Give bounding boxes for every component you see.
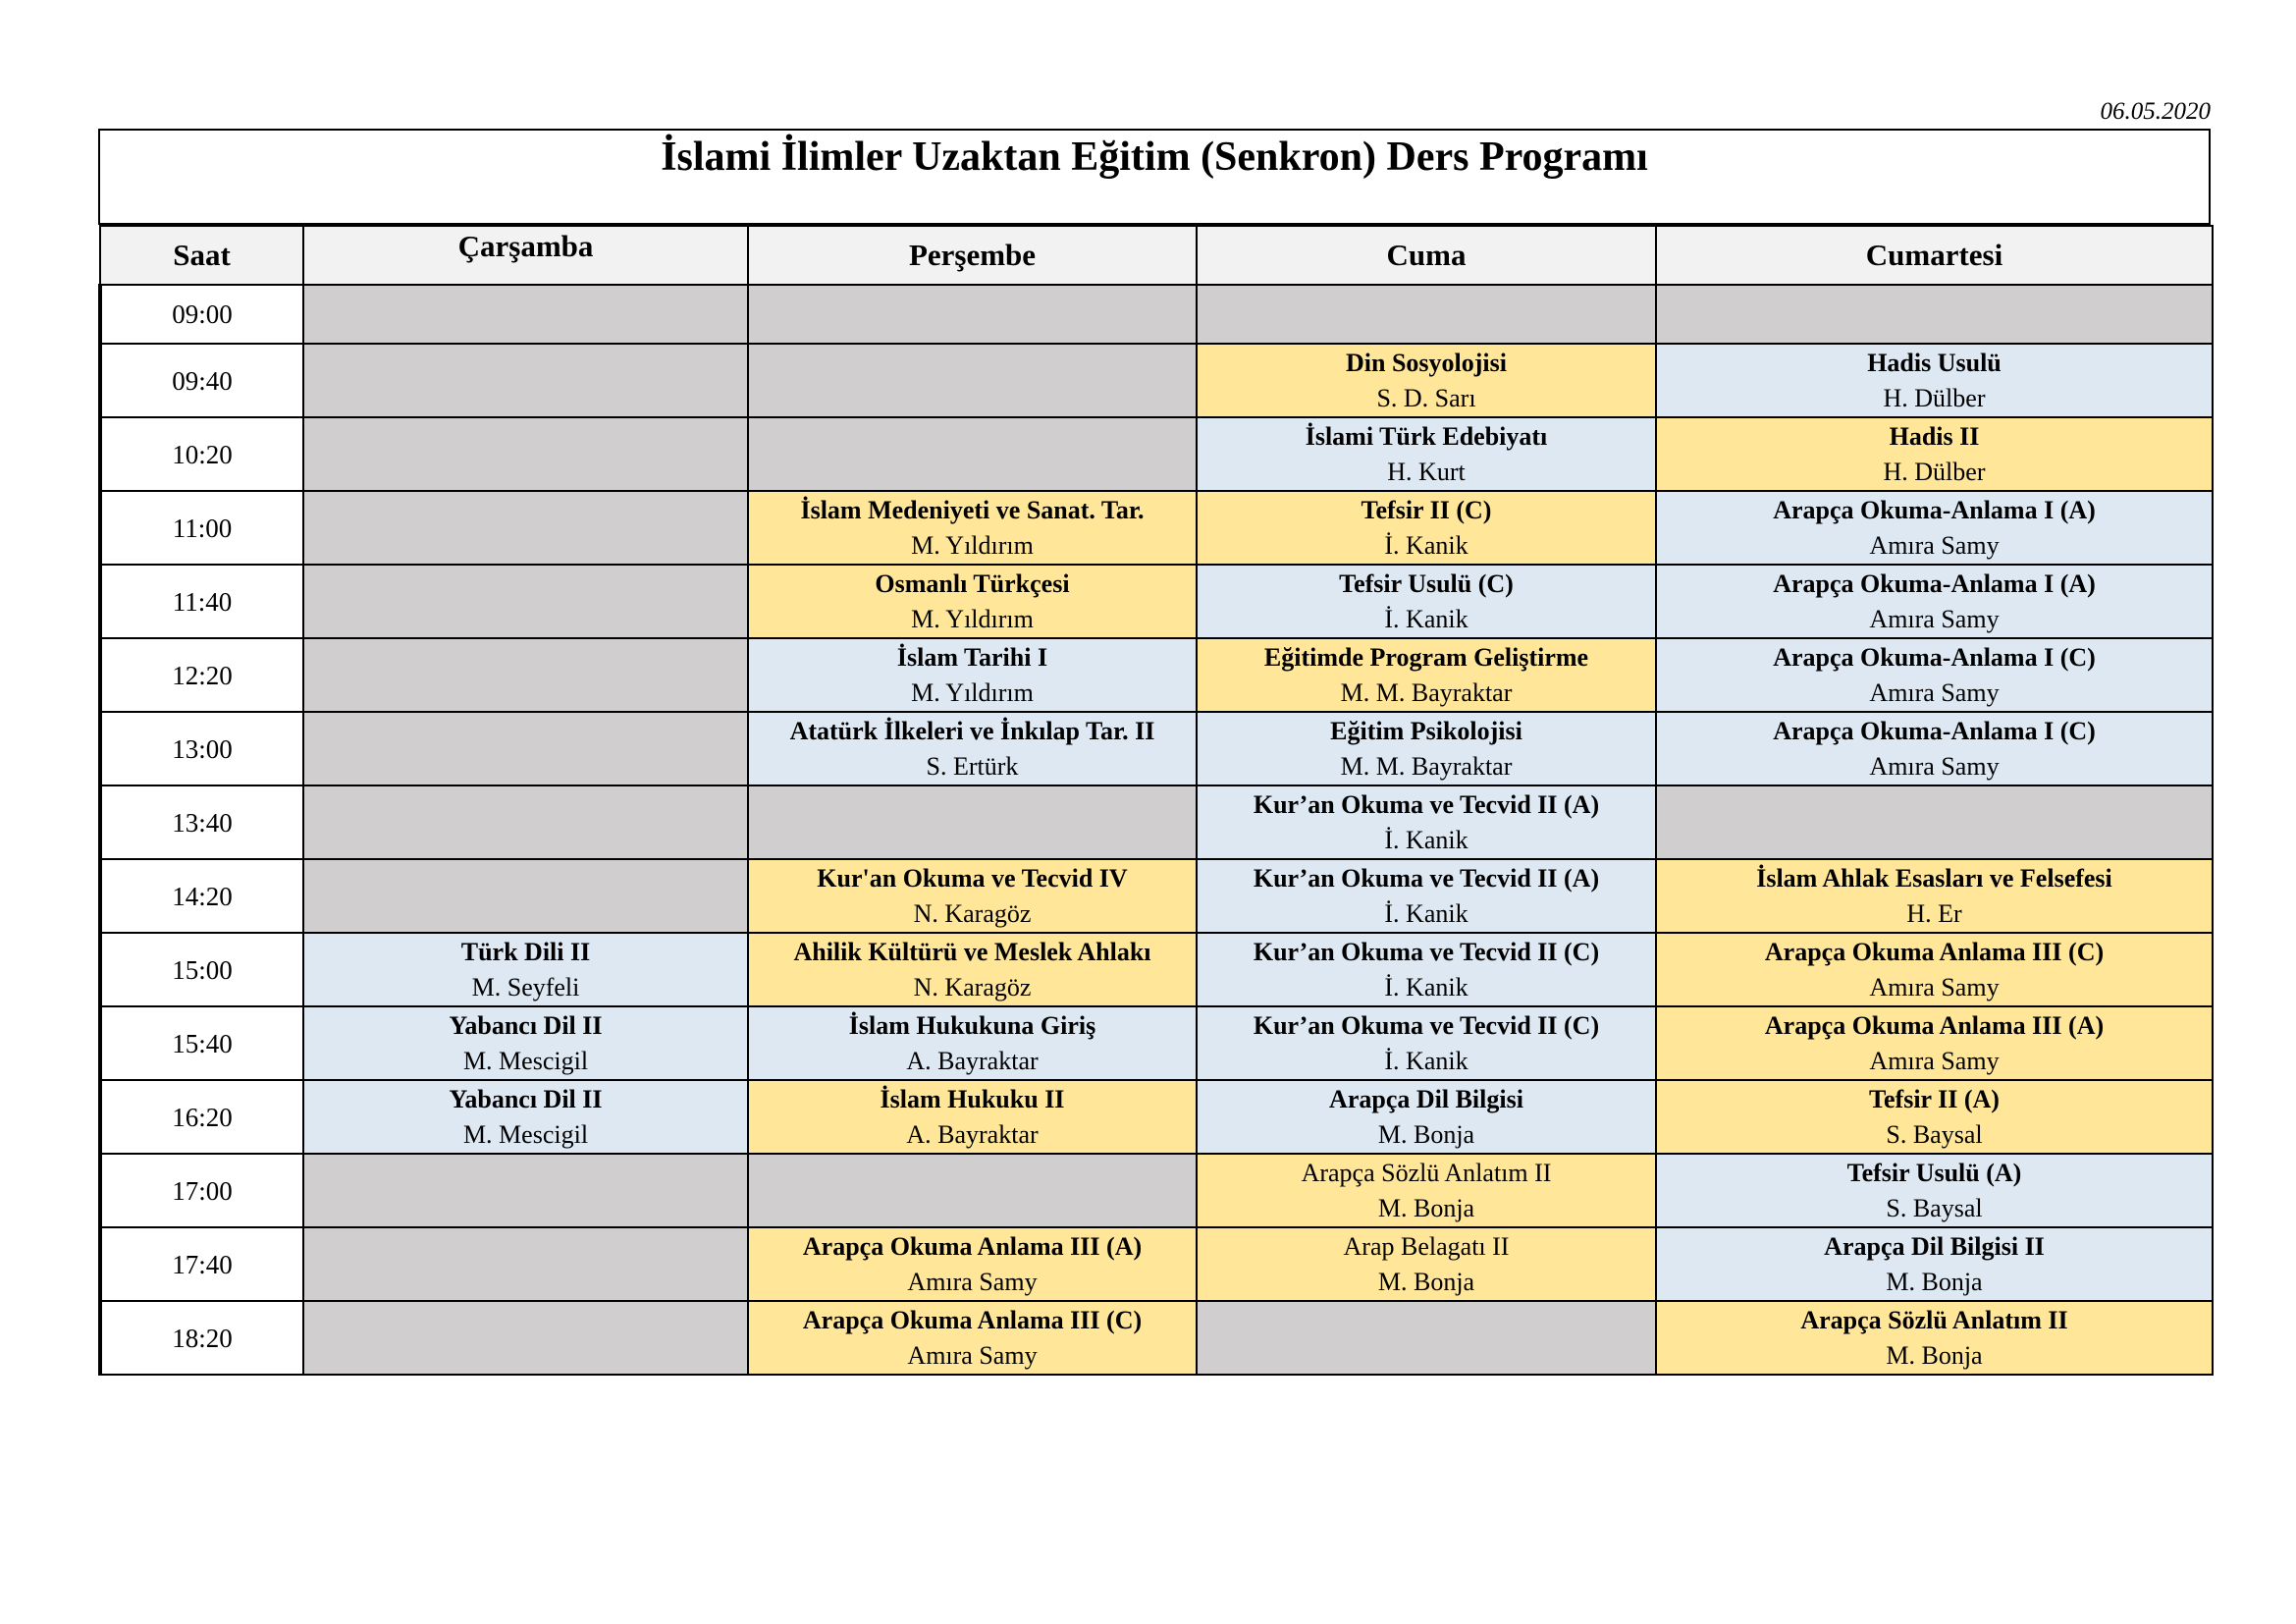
course-cell-cuma bbox=[1197, 1080, 1656, 1154]
course-name: İslam Hukukuna Giriş bbox=[848, 1010, 1096, 1040]
empty-slot-carsamba bbox=[303, 1227, 748, 1301]
course-cell-cumartesi bbox=[1656, 1006, 2213, 1080]
course-name: Kur’an Okuma ve Tecvid II (A) bbox=[1253, 789, 1600, 819]
course-name: Atatürk İlkeleri ve İnkılap Tar. II bbox=[789, 716, 1155, 745]
course-cell-persembe bbox=[748, 1080, 1197, 1154]
time-cell: 11:00 bbox=[100, 491, 303, 565]
header-day-carsamba: Çarşamba bbox=[303, 226, 748, 285]
course-name: Arapça Okuma Anlama III (C) bbox=[1764, 937, 2105, 966]
course-name: Arapça Dil Bilgisi II bbox=[1824, 1231, 2045, 1261]
teacher-name: S. D. Sarı bbox=[1376, 383, 1476, 412]
course-cell-persembe bbox=[748, 712, 1197, 785]
header-day-cumartesi: Cumartesi bbox=[1656, 226, 2213, 285]
course-name: Kur'an Okuma ve Tecvid IV bbox=[817, 863, 1128, 893]
teacher-name: M. Bonja bbox=[1886, 1340, 1983, 1370]
teacher-name: Amıra Samy bbox=[1869, 751, 2000, 781]
course-name: Arapça Dil Bilgisi bbox=[1329, 1084, 1523, 1113]
table-row bbox=[100, 565, 2213, 638]
course-name: Arapça Sözlü Anlatım II bbox=[1800, 1305, 2068, 1334]
course-name: Arapça Okuma Anlama III (A) bbox=[802, 1231, 1143, 1261]
schedule-sheet bbox=[98, 129, 2211, 1376]
empty-slot-cumartesi bbox=[1656, 285, 2213, 344]
course-name: Kur’an Okuma ve Tecvid II (C) bbox=[1253, 1010, 1600, 1040]
time-cell: 15:40 bbox=[100, 1006, 303, 1080]
course-name: Arapça Okuma-Anlama I (A) bbox=[1773, 495, 2096, 524]
table-row bbox=[100, 491, 2213, 565]
course-name: Tefsir Usulü (A) bbox=[1846, 1158, 2022, 1187]
course-name: İslam Hukuku II bbox=[880, 1084, 1065, 1113]
course-cell-persembe bbox=[748, 859, 1197, 933]
course-name: Arapça Okuma Anlama III (C) bbox=[802, 1305, 1143, 1334]
table-row bbox=[100, 1154, 2213, 1227]
teacher-name: S. Baysal bbox=[1886, 1193, 1983, 1222]
teacher-name: M. Yıldırım bbox=[911, 604, 1034, 633]
teacher-name: İ. Kanik bbox=[1384, 1046, 1468, 1075]
course-cell-carsamba bbox=[303, 933, 748, 1006]
course-cell-persembe bbox=[748, 933, 1197, 1006]
empty-slot-persembe bbox=[748, 417, 1197, 491]
table-row bbox=[100, 1006, 2213, 1080]
course-cell-persembe bbox=[748, 1227, 1197, 1301]
teacher-name: N. Karagöz bbox=[913, 972, 1032, 1001]
course-cell-carsamba bbox=[303, 1006, 748, 1080]
time-cell: 09:00 bbox=[100, 285, 303, 344]
course-cell-cuma bbox=[1197, 638, 1656, 712]
empty-slot-persembe bbox=[748, 1154, 1197, 1227]
table-row bbox=[100, 712, 2213, 785]
teacher-name: Amıra Samy bbox=[1869, 604, 2000, 633]
empty-slot-persembe bbox=[748, 285, 1197, 344]
course-cell-cumartesi bbox=[1656, 1080, 2213, 1154]
course-cell-cumartesi bbox=[1656, 933, 2213, 1006]
time-cell: 16:20 bbox=[100, 1080, 303, 1154]
course-name: Hadis Usulü bbox=[1867, 348, 2002, 377]
course-cell-carsamba bbox=[303, 1080, 748, 1154]
course-cell-cuma bbox=[1197, 1006, 1656, 1080]
empty-slot-cuma bbox=[1197, 285, 1656, 344]
time-cell: 13:00 bbox=[100, 712, 303, 785]
course-name: Tefsir II (A) bbox=[1869, 1084, 2000, 1113]
course-cell-persembe bbox=[748, 491, 1197, 565]
course-cell-cuma bbox=[1197, 785, 1656, 859]
course-name: Arapça Sözlü Anlatım II bbox=[1301, 1158, 1552, 1187]
course-cell-persembe bbox=[748, 1301, 1197, 1375]
teacher-name: M. Bonja bbox=[1377, 1193, 1475, 1222]
teacher-name: Amıra Samy bbox=[1869, 972, 2000, 1001]
course-cell-cumartesi bbox=[1656, 1227, 2213, 1301]
time-cell: 15:00 bbox=[100, 933, 303, 1006]
empty-slot-carsamba bbox=[303, 785, 748, 859]
course-cell-cumartesi bbox=[1656, 638, 2213, 712]
teacher-name: H. Dülber bbox=[1883, 383, 1986, 412]
course-cell-cuma bbox=[1197, 1154, 1656, 1227]
empty-slot-cumartesi bbox=[1656, 785, 2213, 859]
teacher-name: Amıra Samy bbox=[907, 1267, 1038, 1296]
teacher-name: M. M. Bayraktar bbox=[1340, 751, 1513, 781]
course-name: Din Sosyolojisi bbox=[1346, 348, 1507, 377]
schedule-title: İslami İlimler Uzaktan Eğitim (Senkron) Ders Programı bbox=[98, 129, 2211, 225]
course-cell-cuma bbox=[1197, 344, 1656, 417]
teacher-name: Amıra Samy bbox=[1869, 530, 2000, 560]
course-name: Arapça Okuma-Anlama I (C) bbox=[1773, 642, 2096, 672]
teacher-name: Amıra Samy bbox=[1869, 677, 2000, 707]
empty-slot-carsamba bbox=[303, 565, 748, 638]
teacher-name: Amıra Samy bbox=[907, 1340, 1038, 1370]
course-name: İslam Medeniyeti ve Sanat. Tar. bbox=[800, 495, 1145, 524]
schedule-body bbox=[100, 285, 2213, 1375]
teacher-name: Amıra Samy bbox=[1869, 1046, 2000, 1075]
course-cell-cuma bbox=[1197, 1227, 1656, 1301]
teacher-name: S. Baysal bbox=[1886, 1119, 1983, 1149]
empty-slot-carsamba bbox=[303, 859, 748, 933]
course-cell-cumartesi bbox=[1656, 712, 2213, 785]
document-date: 06.05.2020 bbox=[2100, 98, 2211, 125]
teacher-name: İ. Kanik bbox=[1384, 530, 1468, 560]
course-cell-cumartesi bbox=[1656, 491, 2213, 565]
teacher-name: M. Bonja bbox=[1377, 1119, 1475, 1149]
empty-slot-carsamba bbox=[303, 1301, 748, 1375]
teacher-name: M. Mescigil bbox=[462, 1046, 589, 1075]
course-cell-cuma bbox=[1197, 859, 1656, 933]
teacher-name: M. Seyfeli bbox=[471, 972, 580, 1001]
course-cell-cuma bbox=[1197, 417, 1656, 491]
course-cell-cumartesi bbox=[1656, 417, 2213, 491]
course-name: Arap Belagatı II bbox=[1343, 1231, 1510, 1261]
course-name: Arapça Okuma-Anlama I (A) bbox=[1773, 568, 2096, 598]
teacher-name: H. Kurt bbox=[1387, 457, 1466, 486]
header-day-persembe: Perşembe bbox=[748, 226, 1197, 285]
course-cell-cuma bbox=[1197, 491, 1656, 565]
time-cell: 09:40 bbox=[100, 344, 303, 417]
table-row bbox=[100, 638, 2213, 712]
empty-slot-carsamba bbox=[303, 285, 748, 344]
course-name: Eğitimde Program Geliştirme bbox=[1263, 642, 1589, 672]
course-name: Tefsir II (C) bbox=[1361, 495, 1492, 524]
course-cell-cumartesi bbox=[1656, 1154, 2213, 1227]
course-name: Arapça Okuma Anlama III (A) bbox=[1764, 1010, 2105, 1040]
teacher-name: M. Bonja bbox=[1886, 1267, 1983, 1296]
course-cell-cuma bbox=[1197, 933, 1656, 1006]
course-cell-cuma bbox=[1197, 712, 1656, 785]
teacher-name: N. Karagöz bbox=[913, 898, 1032, 928]
course-name: Arapça Okuma-Anlama I (C) bbox=[1773, 716, 2096, 745]
course-name: Kur’an Okuma ve Tecvid II (C) bbox=[1253, 937, 1600, 966]
teacher-name: H. Dülber bbox=[1883, 457, 1986, 486]
time-cell: 13:40 bbox=[100, 785, 303, 859]
empty-slot-persembe bbox=[748, 344, 1197, 417]
empty-slot-persembe bbox=[748, 785, 1197, 859]
course-name: İslami Türk Edebiyatı bbox=[1305, 421, 1548, 451]
time-cell: 12:20 bbox=[100, 638, 303, 712]
header-saat: Saat bbox=[100, 226, 303, 285]
empty-slot-carsamba bbox=[303, 417, 748, 491]
time-cell: 14:20 bbox=[100, 859, 303, 933]
table-row bbox=[100, 859, 2213, 933]
course-name: Tefsir Usulü (C) bbox=[1339, 568, 1514, 598]
course-name: Eğitim Psikolojisi bbox=[1330, 716, 1522, 745]
course-name: Yabancı Dil II bbox=[449, 1084, 603, 1113]
course-cell-cumartesi bbox=[1656, 1301, 2213, 1375]
course-name: İslam Tarihi I bbox=[896, 642, 1048, 672]
header-day-cuma: Cuma bbox=[1197, 226, 1656, 285]
course-name: Yabancı Dil II bbox=[449, 1010, 603, 1040]
time-cell: 17:40 bbox=[100, 1227, 303, 1301]
teacher-name: S. Ertürk bbox=[926, 751, 1019, 781]
empty-slot-carsamba bbox=[303, 1154, 748, 1227]
course-cell-cumartesi bbox=[1656, 859, 2213, 933]
empty-slot-carsamba bbox=[303, 344, 748, 417]
teacher-name: H. Er bbox=[1906, 898, 1962, 928]
teacher-name: A. Bayraktar bbox=[906, 1046, 1039, 1075]
course-name: Osmanlı Türkçesi bbox=[875, 568, 1070, 598]
teacher-name: M. Mescigil bbox=[462, 1119, 589, 1149]
empty-slot-carsamba bbox=[303, 638, 748, 712]
time-cell: 18:20 bbox=[100, 1301, 303, 1375]
teacher-name: M. M. Bayraktar bbox=[1340, 677, 1513, 707]
course-cell-cumartesi bbox=[1656, 344, 2213, 417]
course-cell-cuma bbox=[1197, 565, 1656, 638]
teacher-name: İ. Kanik bbox=[1384, 825, 1468, 854]
time-cell: 10:20 bbox=[100, 417, 303, 491]
table-row bbox=[100, 344, 2213, 417]
teacher-name: M. Yıldırım bbox=[911, 677, 1034, 707]
teacher-name: İ. Kanik bbox=[1384, 972, 1468, 1001]
course-name: Türk Dili II bbox=[460, 937, 591, 966]
time-cell: 11:40 bbox=[100, 565, 303, 638]
teacher-name: M. Bonja bbox=[1377, 1267, 1475, 1296]
teacher-name: A. Bayraktar bbox=[906, 1119, 1039, 1149]
teacher-name: İ. Kanik bbox=[1384, 898, 1468, 928]
course-cell-persembe bbox=[748, 1006, 1197, 1080]
table-row bbox=[100, 417, 2213, 491]
table-row bbox=[100, 1080, 2213, 1154]
course-cell-persembe bbox=[748, 565, 1197, 638]
course-cell-cumartesi bbox=[1656, 565, 2213, 638]
table-row bbox=[100, 933, 2213, 1006]
teacher-name: M. Yıldırım bbox=[911, 530, 1034, 560]
teacher-name: İ. Kanik bbox=[1384, 604, 1468, 633]
table-row bbox=[100, 1227, 2213, 1301]
header-row bbox=[100, 226, 2213, 285]
time-cell: 17:00 bbox=[100, 1154, 303, 1227]
course-name: Kur’an Okuma ve Tecvid II (A) bbox=[1253, 863, 1600, 893]
course-name: Hadis II bbox=[1889, 421, 1980, 451]
schedule-table bbox=[98, 225, 2214, 1376]
empty-slot-cuma bbox=[1197, 1301, 1656, 1375]
empty-slot-carsamba bbox=[303, 491, 748, 565]
course-name: İslam Ahlak Esasları ve Felsefesi bbox=[1756, 863, 2112, 893]
table-row bbox=[100, 285, 2213, 344]
empty-slot-carsamba bbox=[303, 712, 748, 785]
course-name: Ahilik Kültürü ve Meslek Ahlakı bbox=[793, 937, 1151, 966]
table-row bbox=[100, 785, 2213, 859]
table-row bbox=[100, 1301, 2213, 1375]
course-cell-persembe bbox=[748, 638, 1197, 712]
